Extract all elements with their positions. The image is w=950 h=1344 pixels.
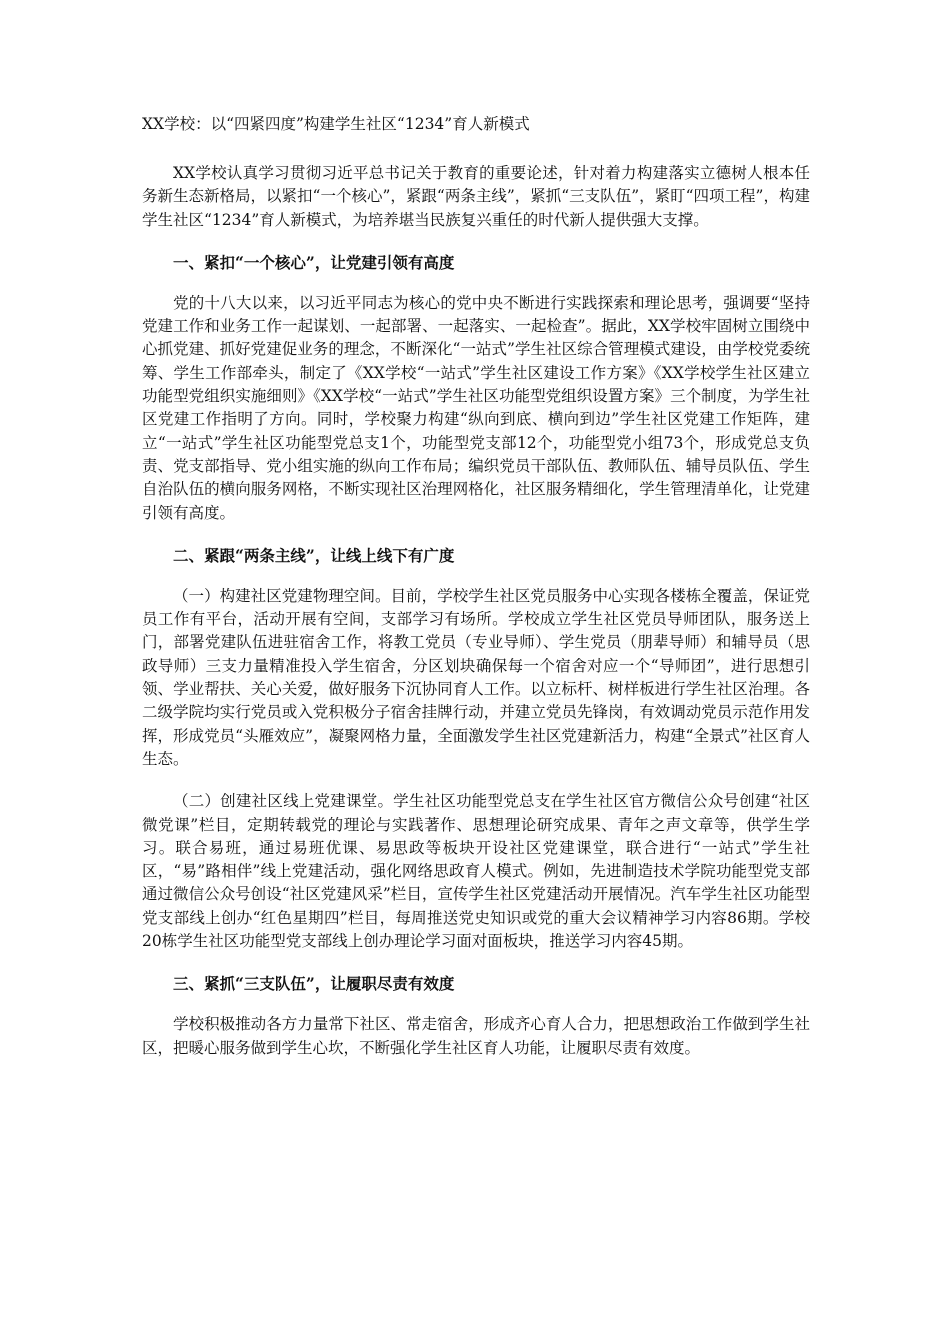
section-heading-1: 一、紧扣“一个核心”，让党建引领有高度	[173, 252, 455, 272]
intro-paragraph: XX学校认真学习贯彻习近平总书记关于教育的重要论述，针对着力构建落实立德树人根本任务新生态新格局，以紧扣“一个核心”，紧跟“两条主线”，紧抓“三支队伍”，紧盯“四项工程”，构建学生社区“1234”育人新模式，为培养堪当民族复兴重任的时代新人提供强大支撑。	[142, 164, 810, 229]
section-heading-2: 二、紧跟“两条主线”，让线上线下有广度	[173, 545, 455, 565]
section-2-paragraph-2: （二）创建社区线上党建课堂。学生社区功能型党总支在学生社区官方微信公众号创建“社区微党课”栏目，定期转载党的理论与实践著作、思想理论研究成果、青年之声文章等，供学生学习。联合易班，通过易班优课、易思政等板块开设社区党建课堂，联合进行“一站式”学生社区，“易”路相伴”线上党建活动，强化网络思政育人模式。例如，先进制造技术学院功能型党支部通过微信公众号创设“社区党建风采”栏目，宣传学生社区党建活动开展情况。汽车学生社区功能型党支部线上创办“红色星期四”栏目，每周推送党史知识或党的重大会议精神学习内容86期。学校20栋学生社区功能型党支部线上创办理论学习面对面板块，推送学习内容45期。	[142, 792, 810, 951]
document-title: XX学校：以“四紧四度”构建学生社区“1234”育人新模式	[142, 115, 530, 133]
section-2-paragraph-1: （一）构建社区党建物理空间。目前，学校学生社区党员服务中心实现各楼栋全覆盖，保证党员工作有平台，活动开展有空间，支部学习有场所。学校成立学生社区党员导师团队，服务送上门，部署党建队伍进驻宿舍工作，将教工党员（专业导师）、学生党员（朋辈导师）和辅导员（思政导师）三支力量精准投入学生宿舍，分区划块确保每一个宿舍对应一个“导师团”，进行思想引领、学业帮扶、关心关爱，做好服务下沉协同育人工作。以立标杆、树样板进行学生社区治理。各二级学院均实行党员或入党积极分子宿舍挂牌行动，并建立党员先锋岗，有效调动党员示范作用发挥，形成党员“头雁效应”，凝聚网格力量，全面激发学生社区党建新活力，构建“全景式”社区育人生态。	[142, 586, 810, 768]
section-1-paragraph-1: 党的十八大以来，以习近平同志为核心的党中央不断进行实践探索和理论思考，强调要“坚持党建工作和业务工作一起谋划、一起部署、一起落实、一起检查”。据此，XX学校牢固树立围绕中心抓党建、抓好党建促业务的理念，不断深化“一站式”学生社区综合管理模式建设，由学校党委统筹、学生工作部牵头，制定了《XX学校“一站式”学生社区建设工作方案》《XX学校学生社区建立功能型党组织实施细则》《XX学校“一站式”学生社区功能型党组织设置方案》三个制度，为学生社区党建工作指明了方向。同时，学校聚力构建“纵向到底、横向到边”学生社区党建工作矩阵，建立“一站式”学生社区功能型党总支1个，功能型党支部12个，功能型党小组73个，形成党总支负责、党支部指导、党小组实施的纵向工作布局；编织党员干部队伍、教师队伍、辅导员队伍、学生自治队伍的横向服务网格，不断实现社区治理网格化，社区服务精细化，学生管理清单化，让党建引领有高度。	[142, 293, 810, 522]
section-3-paragraph-1: 学校积极推动各方力量常下社区、常走宿舍，形成齐心育人合力，把思想政治工作做到学生社区，把暖心服务做到学生心坎，不断强化学生社区育人功能，让履职尽责有效度。	[142, 1015, 810, 1057]
section-heading-3: 三、紧抓“三支队伍”，让履职尽责有效度	[173, 974, 455, 994]
